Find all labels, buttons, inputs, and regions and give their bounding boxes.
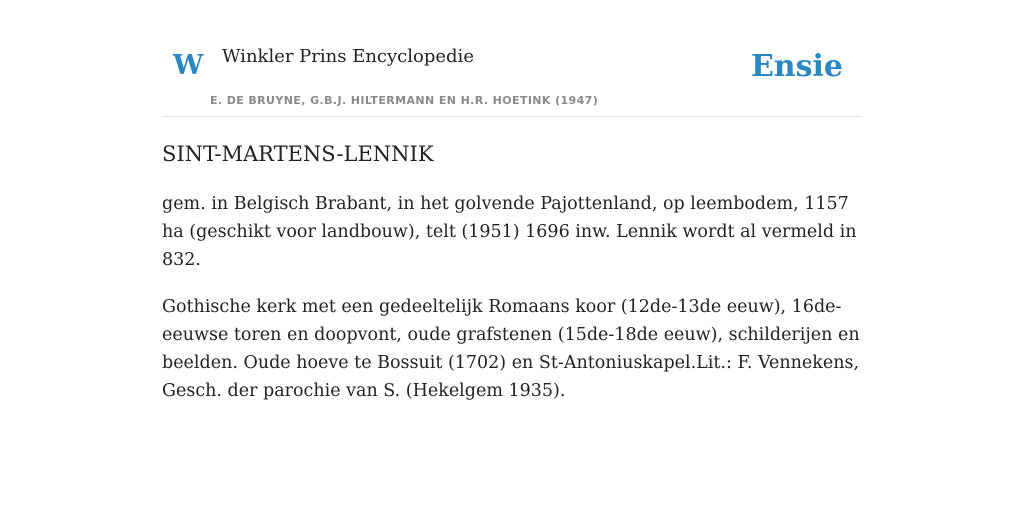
source-authors: E. DE BRUYNE, G.B.J. HILTERMANN EN H.R. HOETINK (1947) <box>210 94 599 107</box>
ensie-logo[interactable]: Ensie <box>750 49 843 84</box>
article-title: SINT-MARTENS-LENNIK <box>162 142 434 166</box>
article-paragraph: gem. in Belgisch Brabant, in het golvende Pajottenland, op leembodem, 1157 ha (geschikt voor landbouw), telt (1951) 1696 inw. Lennik wordt al vermeld in 832. <box>162 194 857 271</box>
article <box>162 141 862 424</box>
source-title[interactable]: Winkler Prins Encyclopedie <box>222 46 474 67</box>
article-paragraph: Gothische kerk met een gedeeltelijk Romaans koor (12de-13de eeuw), 16de-eeuwse toren en doopvont, oude grafstenen (15de-18de eeuw), schilderijen en beelden. Oude hoeve te Bossuit (1702) en St-Antoniuskapel.Lit.: F. Vennekens, Gesch. der parochie van S. (Hekelgem 1935). <box>162 297 860 402</box>
source-header <box>162 0 862 117</box>
winkler-prins-logo-icon[interactable]: W <box>173 50 204 81</box>
